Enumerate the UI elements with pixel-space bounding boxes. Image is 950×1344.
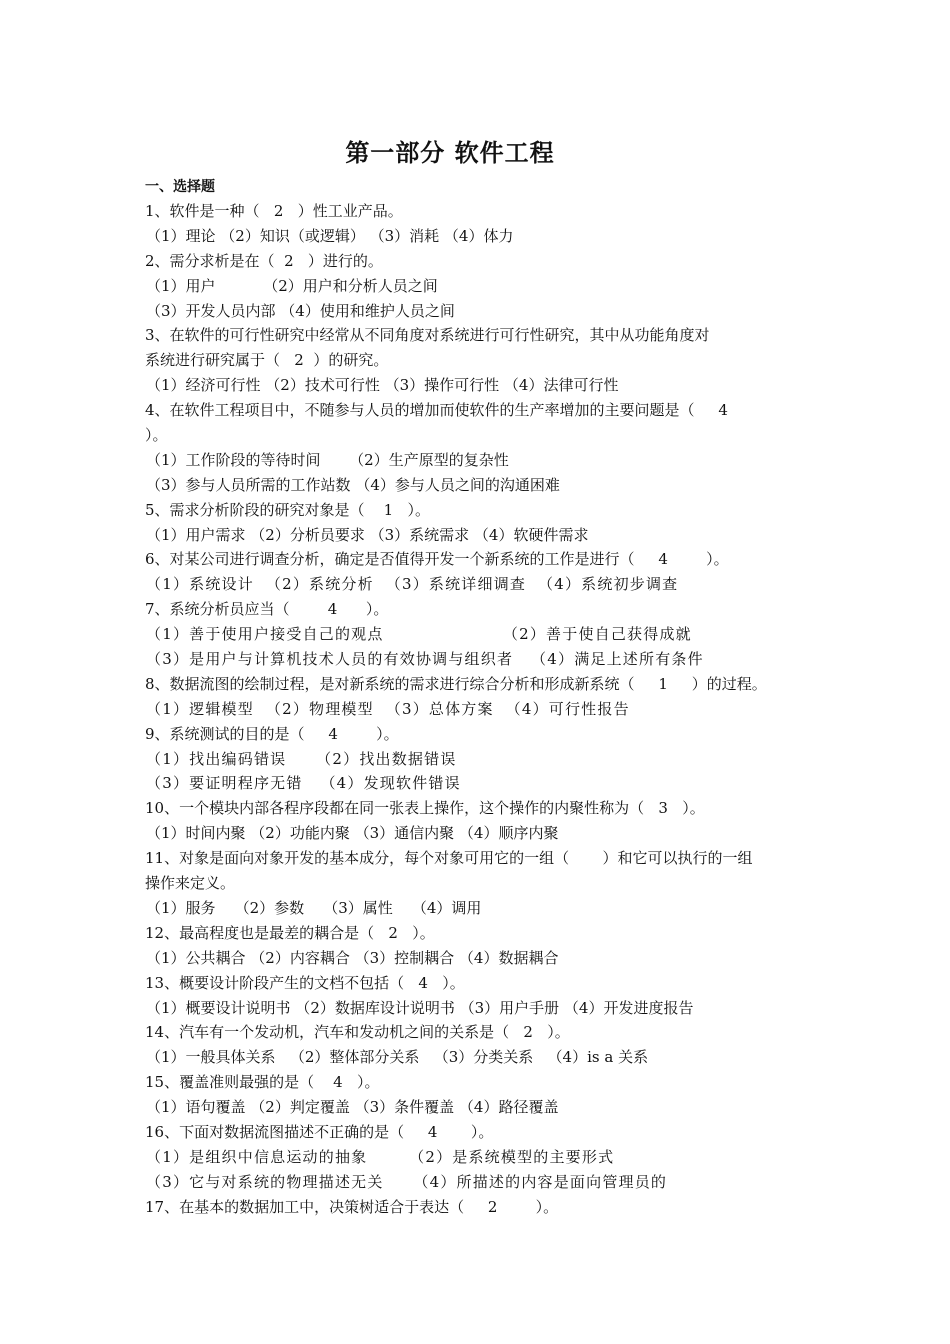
question-line: 14、汽车有一个发动机，汽车和发动机之间的关系是（ 2 ）。 [145,1023,570,1042]
question-list [145,199,825,1220]
options-line: （1）时间内聚 （2）功能内聚 （3）通信内聚 （4）顺序内聚 [146,824,559,843]
question-line: 4、在软件工程项目中，不随参与人员的增加而使软件的生产率增加的主要问题是（ 4 [145,401,728,420]
question-line: 12、最高程度也是最差的耦合是（ 2 ）。 [145,923,435,942]
question-line: 系统进行研究属于（ 2 ）的研究。 [145,351,389,370]
question-line: 7、系统分析员应当（ 4 ）。 [145,600,389,619]
options-line: （1）用户 （2）用户和分析人员之间 [146,276,438,295]
options-line: （1）语句覆盖 （2）判定覆盖 （3）条件覆盖 （4）路径覆盖 [146,1098,559,1117]
options-line: （1）用户需求 （2）分析员要求 （3）系统需求 （4）软硬件需求 [146,525,589,544]
options-line: （3）它与对系统的物理描述无关 （4）所描述的内容是面向管理员的 [146,1172,668,1191]
options-line: （1）理论 （2）知识（或逻辑） （3）消耗 （4）体力 [146,226,514,245]
question-line: 1、软件是一种（ 2 ）性工业产品。 [145,202,403,220]
options-line: （1）工作阶段的等待时间 （2）生产原型的复杂性 [146,450,509,469]
question-line: 6、对某公司进行调查分析，确定是否值得开发一个新系统的工作是进行（ 4 ）。 [145,550,729,569]
question-line: 3、在软件的可行性研究中经常从不同角度对系统进行可行性研究，其中从功能角度对 [145,326,710,345]
options-line: （1）服务 （2）参数 （3）属性 （4）调用 [146,898,482,917]
page-title: 第一部分 软件工程 [345,138,555,167]
question-line: 13、概要设计阶段产生的文档不包括（ 4 ）。 [145,973,465,992]
options-line: （3）是用户与计算机技术人员的有效协调与组织者 （4）满足上述所有条件 [146,650,704,669]
options-line: （1）是组织中信息运动的抽象 （2）是系统模型的主要形式 [146,1147,615,1166]
options-line: （3）参与人员所需的工作站数 （4）参与人员之间的沟通困难 [146,475,560,494]
options-line: （1）善于使用户接受自己的观点 （2）善于使自己获得成就 [146,625,692,644]
question-line: 10、一个模块内部各程序段都在同一张表上操作，这个操作的内聚性称为（ 3 ）。 [145,799,705,818]
options-line: （1）一般具体关系 （2）整体部分关系 （3）分类关系 （4）is a 关系 [146,1048,649,1067]
question-line: 8、数据流图的绘制过程，是对新系统的需求进行综合分析和形成新系统（ 1 ）的过程。 [145,674,767,693]
options-line: （1）逻辑模型 （2）物理模型 （3）总体方案 （4）可行性报告 [146,699,630,718]
options-line: （1）系统设计 （2）系统分析 （3）系统详细调查 （4）系统初步调查 [146,575,679,594]
options-line: （1）概要设计说明书 （2）数据库设计说明书 （3）用户手册 （4）开发进度报告 [146,998,694,1017]
options-line: （3）开发人员内部 （4）使用和维护人员之间 [146,301,455,320]
question-line: 9、系统测试的目的是（ 4 ）。 [145,724,399,743]
options-line: （1）经济可行性 （2）技术可行性 （3）操作可行性 （4）法律可行性 [146,376,619,395]
options-line: （1）找出编码错误 （2）找出数据错误 [146,749,457,768]
question-line: ）。 [145,426,168,445]
options-line: （1）公共耦合 （2）内容耦合 （3）控制耦合 （4）数据耦合 [146,948,559,967]
question-line: 15、覆盖准则最强的是（ 4 ）。 [145,1073,380,1092]
section-heading: 一、选择题 [145,179,215,195]
question-line: 2、需分求析是在（ 2 ）进行的。 [145,251,383,270]
question-line: 5、需求分析阶段的研究对象是（ 1 ）。 [145,500,430,519]
question-line: 16、下面对数据流图描述不正确的是（ 4 ）。 [145,1122,494,1141]
options-line: （3）要证明程序无错 （4）发现软件错误 [146,774,461,793]
question-line: 11、对象是面向对象开发的基本成分，每个对象可用它的一组（ ）和它可以执行的一组 [145,849,753,868]
question-line: 操作来定义。 [145,874,236,893]
question-line: 17、在基本的数据加工中，决策树适合于表达（ 2 ）。 [145,1197,559,1216]
